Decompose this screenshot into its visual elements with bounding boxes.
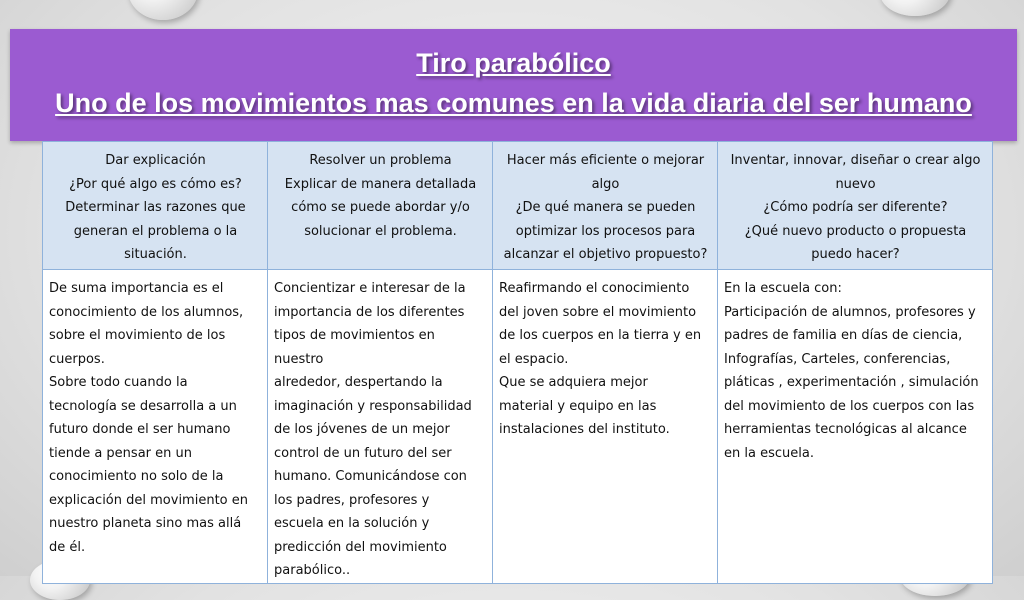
cell-line: Hacer más eficiente o mejorar [506,153,705,168]
cell-line: generan el problema o la [73,223,238,239]
cell-line: los padres, profesores y [274,492,430,508]
table-row [43,270,993,584]
cell-line: Participación de alumnos, profesores y [724,304,976,320]
cell-line: solucionar el problema. [304,223,457,239]
cell-line: de los cuerpos en la tierra y en [499,328,702,343]
table-header-row [43,142,993,270]
cell-line: control de un futuro del ser [274,445,452,461]
cell-line: del joven sobre el movimiento [499,304,697,320]
cell-line: futuro donde el ser humano [49,422,231,437]
body-cell [493,270,718,584]
cell-line: parabólico.. [274,563,351,578]
header-cell [493,142,718,270]
header-cell [718,142,993,270]
cell-line: instalaciones del instituto. [499,422,670,437]
cell-line: ¿Cómo podría ser diferente? [763,200,948,215]
cell-line: tipos de movimientos en nuestro [274,328,435,367]
slide-subtitle: Uno de los movimientos mas comunes en la vida diaria del ser humano [55,88,972,118]
cell-line: pláticas , experimentación , simulación [724,375,979,390]
content-table [42,141,993,584]
cell-line: alrededor, despertando la [274,375,443,390]
cell-line: tiende a pensar en un [49,445,192,461]
body-cell [43,270,268,584]
cell-line: conocimiento no solo de la [49,469,224,484]
cell-line: Reafirmando el conocimiento [499,281,690,296]
cell-line: Sobre todo cuando la [49,375,188,390]
header-cell [43,142,268,270]
cell-line: ¿De qué manera se pueden [515,200,696,215]
cell-line: escuela en la solución y [274,516,430,531]
cell-line: imaginación y responsabilidad [274,398,472,414]
cell-line: algo [591,176,620,192]
cell-line: alcanzar el objetivo propuesto? [503,247,708,262]
cell-line: material y equipo en las [499,398,657,414]
slide-title: Tiro parabólico [416,48,611,78]
decorative-drop [128,0,198,20]
cell-line: sobre el movimiento de los [49,328,226,343]
header-cell [268,142,493,270]
title-banner [10,29,1017,141]
cell-line: nuestro planeta sino mas allá [49,516,242,531]
cell-line: herramientas tecnológicas al alcance [724,422,967,437]
cell-line: De suma importancia es el [49,281,224,296]
cell-line: conocimiento de los alumnos, [49,304,244,320]
cell-line: cómo se puede abordar y/o [291,200,470,215]
cell-line: Que se adquiera mejor [499,375,648,390]
cell-line: padres de familia en días de ciencia, [724,328,963,343]
cell-line: importancia de los diferentes [274,304,465,320]
cell-line: En la escuela con: [724,281,842,296]
decorative-drop [880,0,950,16]
cell-line: optimizar los procesos para [515,223,696,239]
cell-line: tecnología se desarrolla a un [49,398,237,414]
cell-line: explicación del movimiento en [49,492,248,508]
body-cell [268,270,493,584]
cell-line: Infografías, Carteles, conferencias, [724,351,951,367]
cell-line: ¿Por qué algo es cómo es? [69,176,242,192]
cell-line: puedo hacer? [811,247,900,262]
cell-line: el espacio. [499,351,569,367]
cell-line: ¿Qué nuevo producto o propuesta [744,223,967,239]
cell-line: de él. [49,539,86,555]
cell-line: predicción del movimiento [274,539,447,555]
cell-line: Concientizar e interesar de la [274,281,466,296]
cell-line: Resolver un problema [309,153,452,168]
cell-line: en la escuela. [724,445,814,461]
cell-line: Dar explicación [105,153,206,168]
cell-line: situación. [124,247,187,262]
content-table-wrapper [42,141,992,578]
cell-line: Explicar de manera detallada [284,176,477,192]
cell-line: del movimiento de los cuerpos con las [724,398,975,414]
cell-line: de los jóvenes de un mejor [274,422,450,437]
cell-line: Determinar las razones que [65,200,246,215]
body-cell [718,270,993,584]
cell-line: cuerpos. [49,351,105,367]
cell-line: humano. Comunicándose con [274,469,467,484]
cell-line: Inventar, innovar, diseñar o crear algo [730,153,981,168]
cell-line: nuevo [835,176,876,192]
